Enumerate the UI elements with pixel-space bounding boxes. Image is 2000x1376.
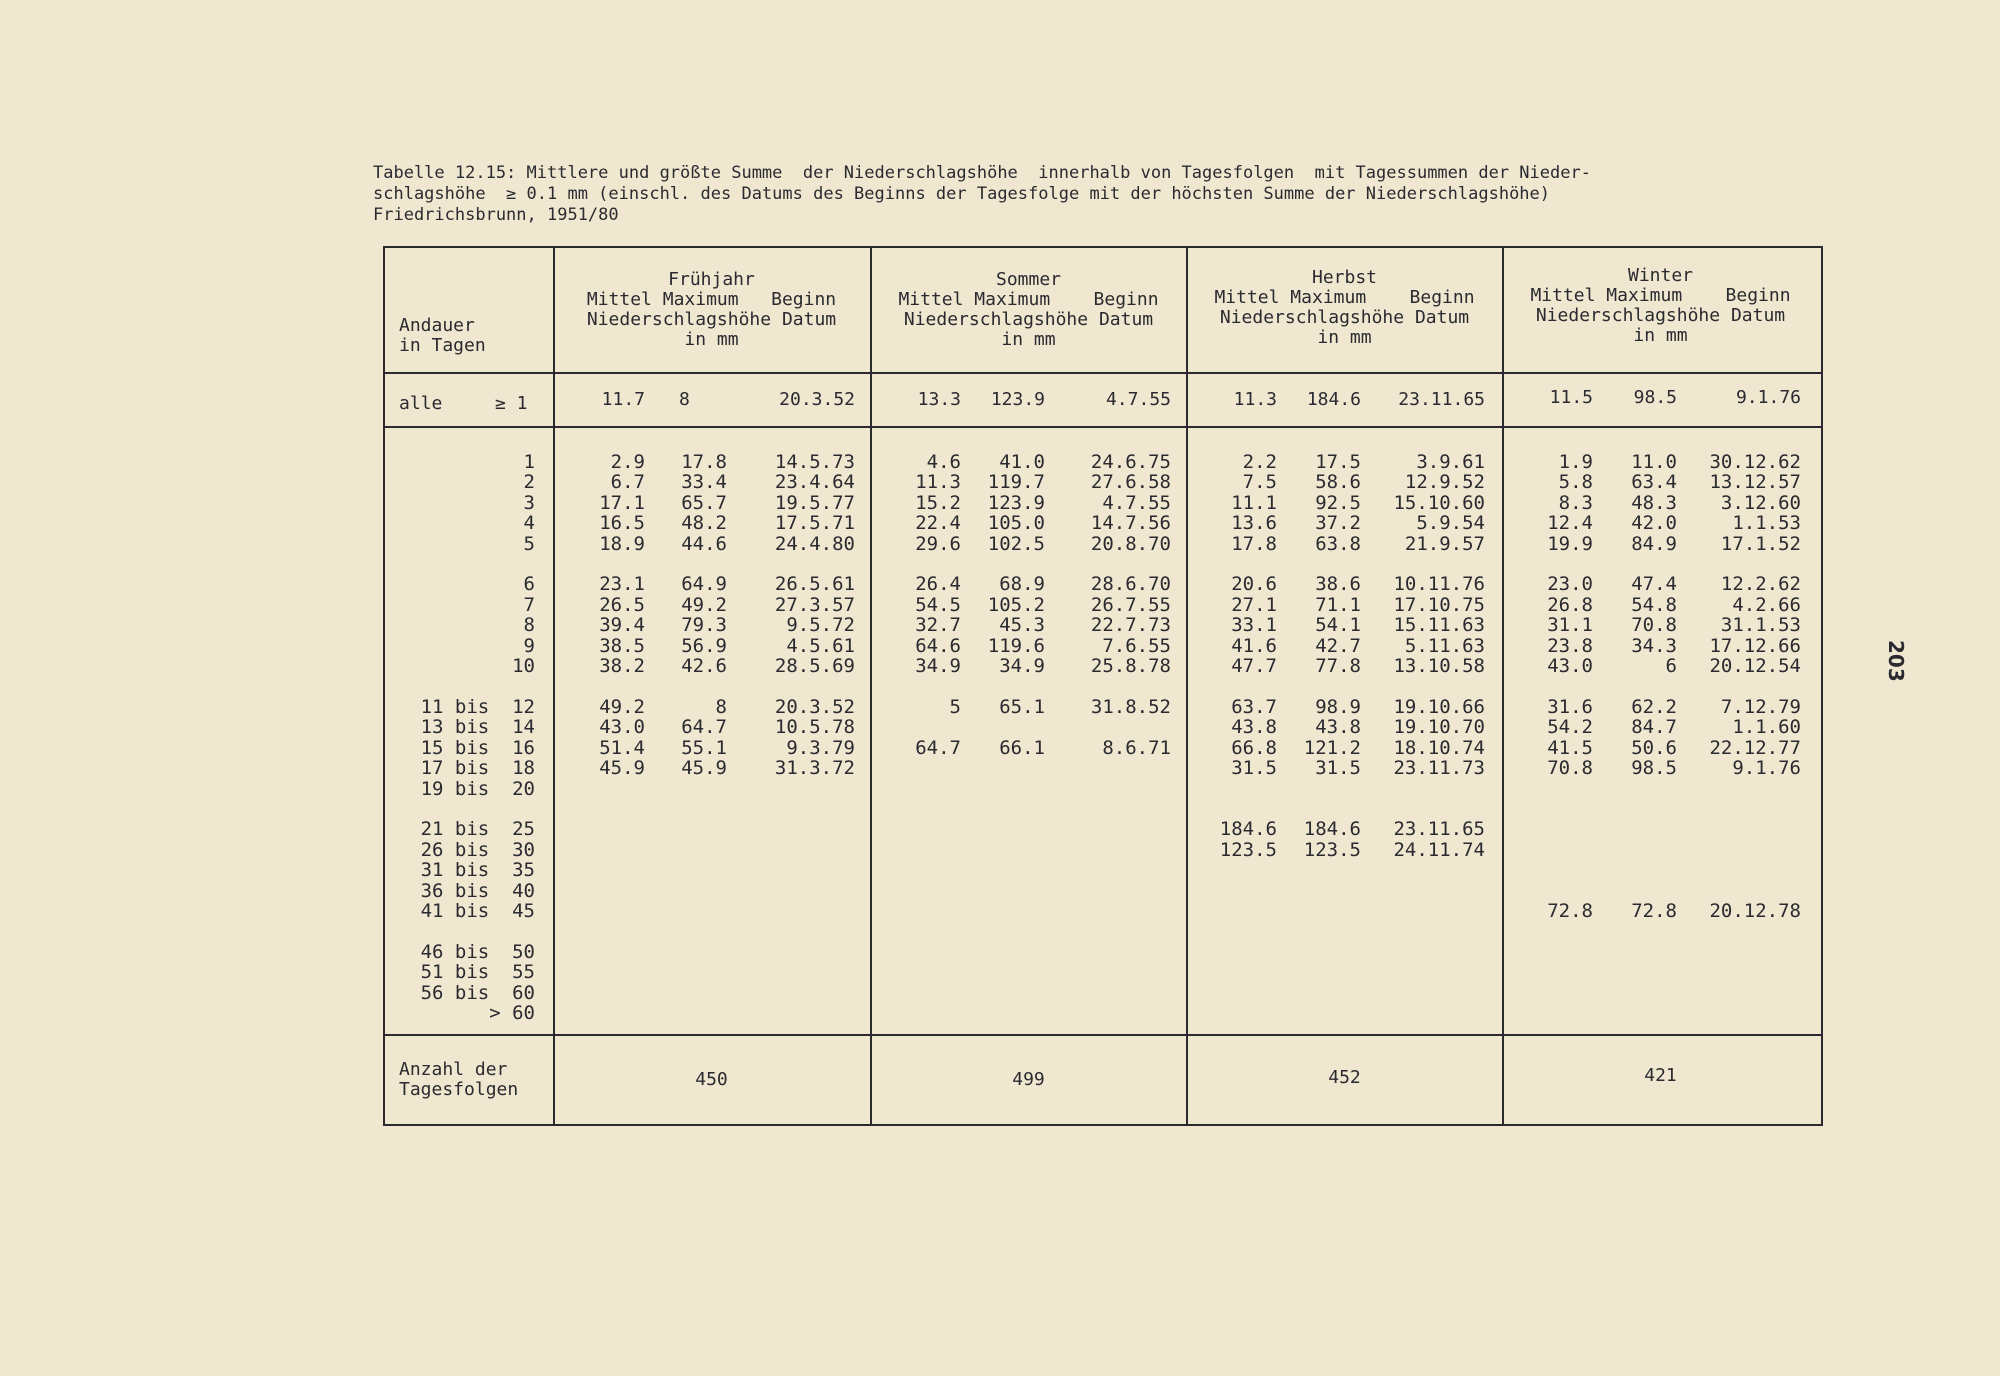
alle-beginn: 23.11.65 xyxy=(1398,389,1485,410)
anzahl-winter: 421 xyxy=(1644,1065,1677,1086)
col-fruehjahr-mittel: 2.9 6.7 17.1 16.5 18.9 23.1 26.5 39.4 38.5 38.2 49.2 43.0 51.4 45.9 xyxy=(599,451,645,780)
alle-mittel: 11.3 xyxy=(1233,389,1277,410)
col-winter-maximum: 11.0 63.4 48.3 42.0 84.9 47.4 54.8 70.8 34.3 6 62.2 84.7 50.6 98.5 72.8 xyxy=(1631,451,1677,922)
alle-beginn: 4.7.55 xyxy=(1105,389,1171,410)
alle-maximum: 123.9 xyxy=(990,389,1045,410)
alle-value: ≥ 1 xyxy=(495,393,528,414)
anzahl-herbst: 452 xyxy=(1328,1067,1361,1088)
season-subheader: Mittel Maximum Beginn Niederschlagshöhe Datum in mm xyxy=(1214,287,1475,348)
anzahl-label: Anzahl der Tagesfolgen xyxy=(399,1059,519,1100)
season-subheader: Mittel Maximum Beginn Niederschlagshöhe Datum in mm xyxy=(898,289,1159,350)
alle-beginn: 20.3.52 xyxy=(779,389,855,410)
andauer-labels: 1 2 3 4 5 6 7 8 9 10 11 bis 12 13 bis 14 15 bis 16 17 bis 18 19 bis 20 21 bis 25 26 bis 30 31 bis 35 36 bis 40 41 bis 45 46 bis 50 51 bis 55 56 bis 60 > 60 xyxy=(420,451,535,1024)
season-header-sommer xyxy=(872,270,1185,350)
data-table xyxy=(383,246,1823,1126)
col-herbst-maximum: 17.5 58.6 92.5 37.2 63.8 38.6 71.1 54.1 42.7 77.8 98.9 43.8 121.2 31.5 184.6 123.5 xyxy=(1303,451,1361,861)
season-name: Sommer xyxy=(995,269,1062,290)
col-sommer-maximum: 41.0 119.7 123.9 105.0 102.5 68.9 105.2 45.3 119.6 34.9 65.1 66.1 xyxy=(987,451,1045,759)
season-name: Winter xyxy=(1627,265,1694,286)
row-divider xyxy=(385,1034,1821,1036)
col-sommer-beginn: 24.6.75 27.6.58 4.7.55 14.7.56 20.8.70 28.6.70 26.7.55 22.7.73 7.6.55 25.8.78 31.8.52 8.6.71 xyxy=(1090,451,1171,759)
season-header-herbst xyxy=(1188,268,1501,348)
alle-mittel: 13.3 xyxy=(917,389,961,410)
alle-mittel: 11.7 xyxy=(601,389,645,410)
season-subheader: Mittel Maximum Beginn Niederschlagshöhe Datum in mm xyxy=(1530,285,1791,346)
column-divider xyxy=(870,248,872,1124)
alle-beginn: 9.1.76 xyxy=(1735,387,1801,408)
row-divider xyxy=(385,372,1821,374)
column-divider xyxy=(1502,248,1504,1124)
col-fruehjahr-maximum: 17.8 33.4 65.7 48.2 44.6 64.9 49.2 79.3 56.9 42.6 8 64.7 55.1 45.9 xyxy=(681,451,727,780)
season-header-fruehjahr xyxy=(555,270,868,350)
col-fruehjahr-beginn: 14.5.73 23.4.64 19.5.77 17.5.71 24.4.80 26.5.61 27.3.57 9.5.72 4.5.61 28.5.69 20.3.52 10.5.78 9.3.79 31.3.72 xyxy=(774,451,855,780)
col-winter-beginn: 30.12.62 13.12.57 3.12.60 1.1.53 17.1.52 12.2.62 4.2.66 31.1.53 17.12.66 20.12.54 7.12.79 1.1.60 22.12.77 9.1.76 20.12.78 xyxy=(1709,451,1801,922)
season-header-winter xyxy=(1504,266,1817,346)
col-winter-mittel: 1.9 5.8 8.3 12.4 19.9 23.0 26.8 31.1 23.8 43.0 31.6 54.2 41.5 70.8 72.8 xyxy=(1547,451,1593,922)
alle-maximum: 184.6 xyxy=(1306,389,1361,410)
anzahl-fruehjahr: 450 xyxy=(695,1069,728,1090)
row-divider xyxy=(385,426,1821,428)
anzahl-sommer: 499 xyxy=(1012,1069,1045,1090)
column-divider xyxy=(1186,248,1188,1124)
alle-maximum: 98.5 xyxy=(1633,387,1677,408)
table-caption: Tabelle 12.15: Mittlere und größte Summe der Niederschlagshöhe innerhalb von Tagesfolgen mit Tagessummen der Nieder- schlagshöhe ≥ 0.1 mm (einschl. des Datums des Beginns der Tagesfolge mit der höchsten Summe der Niederschlagshöhe) Friedrichsbrunn, 1951/80 xyxy=(373,163,1591,225)
alle-label: alle xyxy=(399,393,443,414)
col-sommer-mittel: 4.6 11.3 15.2 22.4 29.6 26.4 54.5 32.7 64.6 34.9 5 64.7 xyxy=(915,451,961,759)
alle-maximum: 8 xyxy=(679,389,690,410)
season-name: Frühjahr xyxy=(668,269,755,290)
season-name: Herbst xyxy=(1311,267,1378,288)
season-subheader: Mittel Maximum Beginn Niederschlagshöhe Datum in mm xyxy=(586,289,837,350)
col-herbst-beginn: 3.9.61 12.9.52 15.10.60 5.9.54 21.9.57 10.11.76 17.10.75 15.11.63 5.11.63 13.10.58 19.10.66 19.10.70 18.10.74 23.11.73 23.11.65 24.11.74 xyxy=(1393,451,1485,861)
stub-header: Andauer in Tagen xyxy=(399,315,486,356)
alle-mittel: 11.5 xyxy=(1549,387,1593,408)
page-number: 203 xyxy=(1884,640,1908,682)
col-herbst-mittel: 2.2 7.5 11.1 13.6 17.8 20.6 27.1 33.1 41.6 47.7 63.7 43.8 66.8 31.5 184.6 123.5 xyxy=(1219,451,1277,861)
column-divider xyxy=(553,248,555,1124)
